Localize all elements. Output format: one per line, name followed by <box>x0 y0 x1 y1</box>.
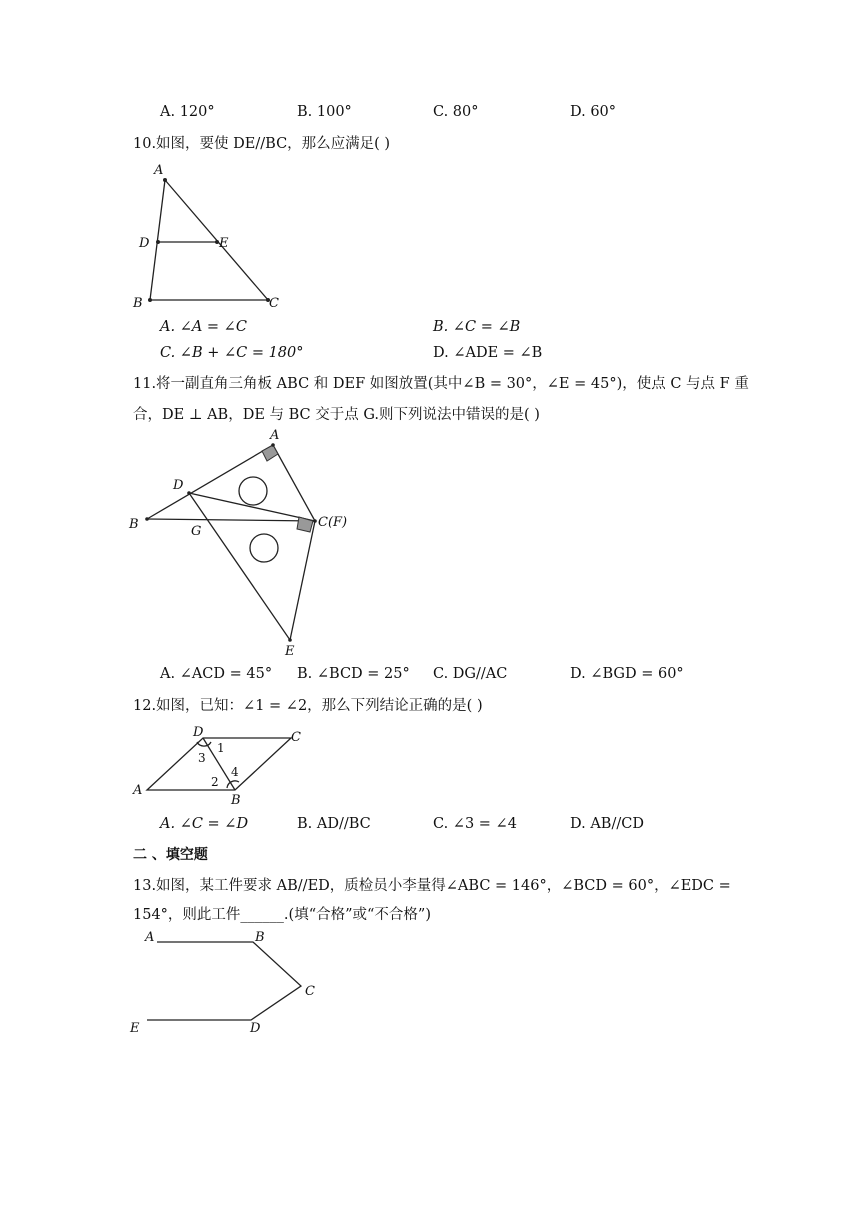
q11-label-g: G <box>191 524 202 539</box>
q11-stem-line1: 11.将一副直角三角板 ABC 和 DEF 如图放置(其中∠B = 30°，∠E = 45°)，使点 C 与点 F 重 <box>133 376 749 392</box>
q12-option-a[interactable]: A. ∠C = ∠D <box>160 816 249 832</box>
q12-label-3: 3 <box>198 751 206 765</box>
q13-stem-line2: 154°，则此工件______.(填“合格”或“不合格”) <box>133 907 431 923</box>
q11-label-e: E <box>285 644 295 659</box>
q11-label-c: C(F) <box>318 515 348 530</box>
q13-stem-line1: 13.如图，某工件要求 AB//ED，质检员小李量得∠ABC = 146°，∠BCD = 60°，∠EDC = <box>133 878 731 894</box>
q9-option-c[interactable]: C. 80° <box>433 104 479 120</box>
q10-label-c: C <box>269 296 279 311</box>
q12-label-4: 4 <box>231 765 239 779</box>
q11-option-b[interactable]: B. ∠BCD = 25° <box>297 666 410 682</box>
q11-label-a: A <box>270 428 280 443</box>
q13-figure <box>125 924 325 1044</box>
q10-option-a[interactable]: A. ∠A = ∠C <box>160 319 247 335</box>
q9-option-a[interactable]: A. 120° <box>160 104 215 120</box>
q12-label-a: A <box>133 783 143 798</box>
q9-option-b[interactable]: B. 100° <box>297 104 352 120</box>
q11-label-b: B <box>129 517 139 532</box>
q11-option-a[interactable]: A. ∠ACD = 45° <box>160 666 273 682</box>
q10-label-d: D <box>139 236 150 251</box>
q10-option-b[interactable]: B. ∠C = ∠B <box>433 319 521 335</box>
q10-stem: 10.如图，要使 DE//BC，那么应满足( ) <box>133 136 391 152</box>
q11-option-c[interactable]: C. DG//AC <box>433 666 508 682</box>
q10-label-e: E <box>219 236 229 251</box>
q12-label-c: C <box>291 730 301 745</box>
q12-option-d[interactable]: D. AB//CD <box>570 816 644 832</box>
q10-label-b: B <box>133 296 143 311</box>
q13-label-a: A <box>145 930 155 945</box>
section-fill-in-title: 二 、填空题 <box>133 847 208 863</box>
q12-label-d: D <box>193 725 204 740</box>
q13-label-d: D <box>250 1021 261 1036</box>
q10-figure <box>125 158 295 318</box>
q13-label-e: E <box>130 1021 140 1036</box>
q13-label-b: B <box>255 930 265 945</box>
q11-figure <box>125 425 365 660</box>
q10-label-a: A <box>154 163 164 178</box>
q11-option-d[interactable]: D. ∠BGD = 60° <box>570 666 684 682</box>
q10-option-c[interactable]: C. ∠B + ∠C = 180° <box>160 345 304 361</box>
q12-option-b[interactable]: B. AD//BC <box>297 816 371 832</box>
q13-label-c: C <box>305 984 315 999</box>
q12-option-c[interactable]: C. ∠3 = ∠4 <box>433 816 517 832</box>
q11-label-d: D <box>173 478 184 493</box>
q12-stem: 12.如图，已知：∠1 = ∠2，那么下列结论正确的是( ) <box>133 698 483 714</box>
q12-label-2: 2 <box>211 775 219 789</box>
q10-option-d[interactable]: D. ∠ADE = ∠B <box>433 345 543 361</box>
q12-label-b: B <box>231 793 241 808</box>
q11-stem-line2: 合，DE ⊥ AB，DE 与 BC 交于点 G.则下列说法中错误的是( ) <box>133 407 540 423</box>
q12-label-1: 1 <box>217 741 225 755</box>
q9-option-d[interactable]: D. 60° <box>570 104 617 120</box>
q12-figure <box>125 720 325 812</box>
